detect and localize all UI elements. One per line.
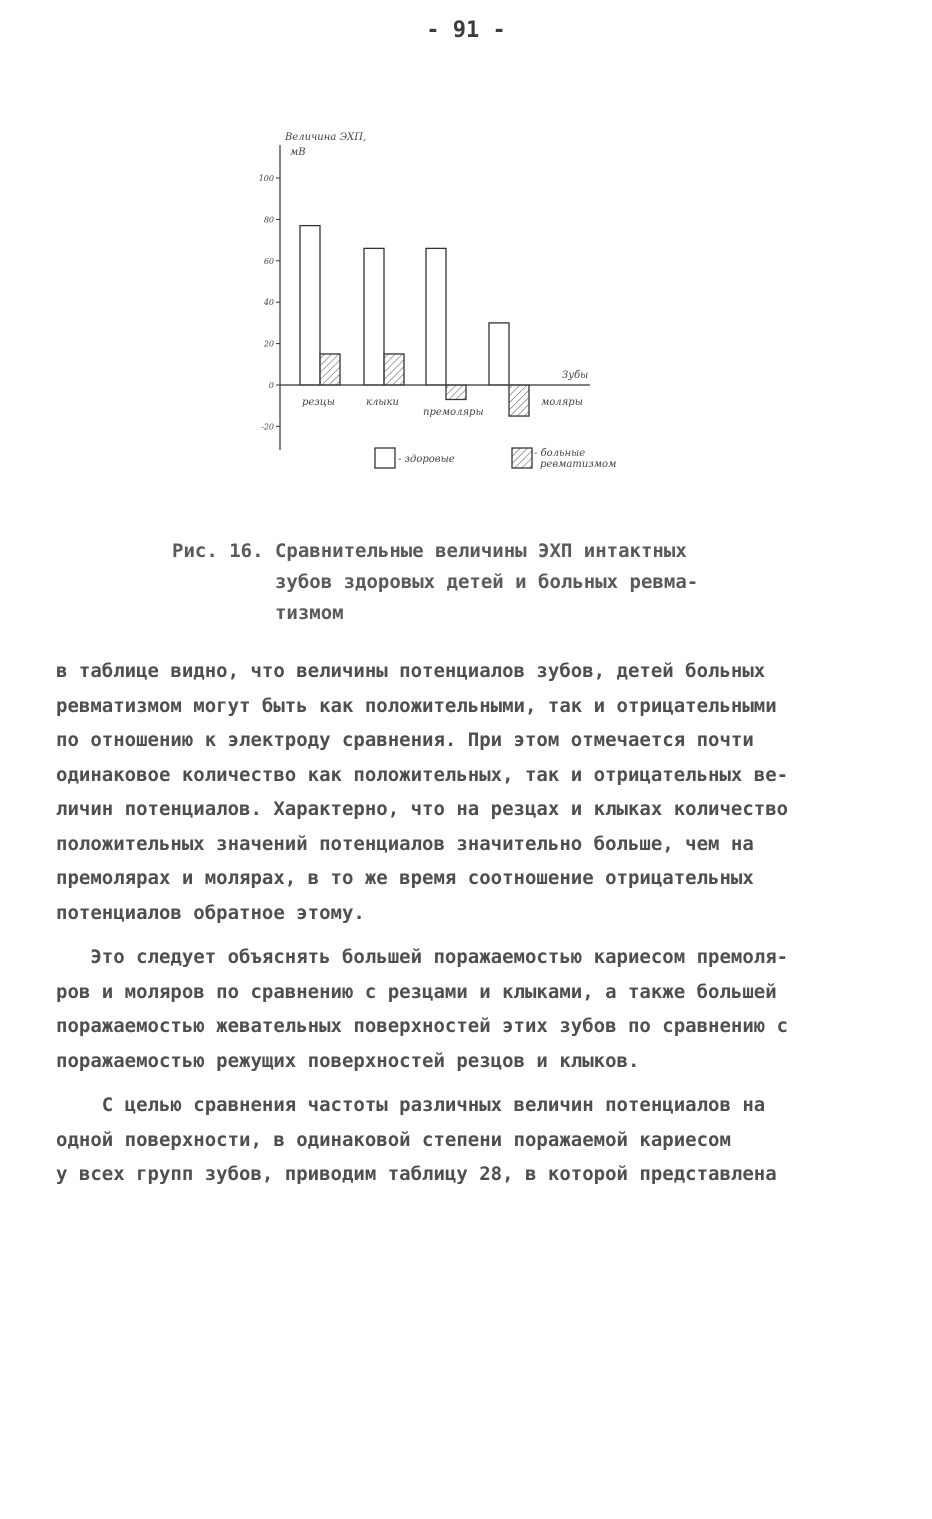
y-tick-label: 0 [268, 381, 274, 390]
bar-rheumatism-2 [384, 354, 404, 385]
legend-swatch-rheumatism [512, 448, 532, 468]
text-line: потенциалов обратное этому. [56, 901, 365, 924]
y-tick-label: 40 [263, 298, 274, 308]
category-label: моляры [541, 397, 583, 408]
legend-swatch-healthy [375, 448, 395, 468]
caption-line: зубов здоровых детей и больных ревма- [172, 571, 699, 593]
x-axis-label: Зубы [562, 370, 589, 381]
y-tick-label: 60 [263, 256, 274, 266]
y-tick-label: -20 [261, 422, 274, 432]
text-line: Это следует объяснять большей поражаемостью кариесом премоля- [56, 946, 789, 968]
bar-rheumatism-3 [446, 385, 466, 399]
y-tick-label: 20 [263, 339, 274, 349]
bar-chart [240, 120, 640, 490]
category-label: премоляры [423, 407, 484, 418]
text-line: личин потенциалов. Характерно, что на резцах и клыках количество [56, 798, 789, 820]
text-line: С целью сравнения частоты различных величин потенциалов на [56, 1094, 766, 1116]
caption-line: Рис. 16. Сравнительные величины ЭХП интактных [172, 540, 687, 562]
figure-caption [172, 536, 698, 629]
text-line: в таблице видно, что величины потенциалов зубов, детей больных [56, 660, 766, 682]
y-tick-label: 80 [263, 215, 274, 225]
text-line: у всех групп зубов, приводим таблицу 28, в которой представлена [56, 1163, 777, 1185]
text-line: одной поверхности, в одинаковой степени поражаемой кариесом [56, 1128, 731, 1151]
bar-healthy-1 [300, 226, 320, 385]
text-line: ров и моляров по сравнению с резцами и клыками, а также большей [56, 980, 777, 1003]
legend-label-healthy: - здоровые [398, 454, 455, 465]
text-line: ревматизмом могут быть как положительными, так и отрицательными [56, 694, 777, 717]
y-axis-unit: мВ [290, 147, 306, 158]
category-label: резцы [302, 397, 335, 408]
text-line: положительных значений потенциалов значительно больше, чем на [56, 832, 754, 855]
y-axis-label: Величина ЭХП, [285, 132, 367, 143]
text-line: премолярах и молярах, в то же время соотношение отрицательных [56, 867, 754, 889]
category-label: клыки [366, 397, 399, 408]
bar-healthy-3 [426, 248, 446, 385]
legend-label-rheumatism: - больные [534, 448, 586, 459]
legend [375, 448, 616, 470]
page-number: - 91 - [426, 18, 506, 43]
body-text [56, 654, 886, 1192]
bar-rheumatism-1 [320, 354, 340, 385]
legend-label-rheumatism-2: ревматизмом [540, 459, 617, 470]
bar-healthy-2 [364, 248, 384, 385]
text-line: по отношению к электроду сравнения. При этом отмечается почти [56, 729, 754, 751]
bar-rheumatism-4 [509, 385, 529, 416]
text-line: поражаемостью режущих поверхностей резцов и клыков. [56, 1049, 640, 1072]
bar-healthy-4 [489, 323, 509, 385]
y-tick-label: 100 [258, 174, 274, 183]
text-line: поражаемостью жевательных поверхностей этих зубов по сравнению с [56, 1015, 789, 1037]
text-line: одинаковое количество как положительных, так и отрицательных ве- [56, 763, 789, 786]
caption-line: тизмом [172, 602, 344, 624]
